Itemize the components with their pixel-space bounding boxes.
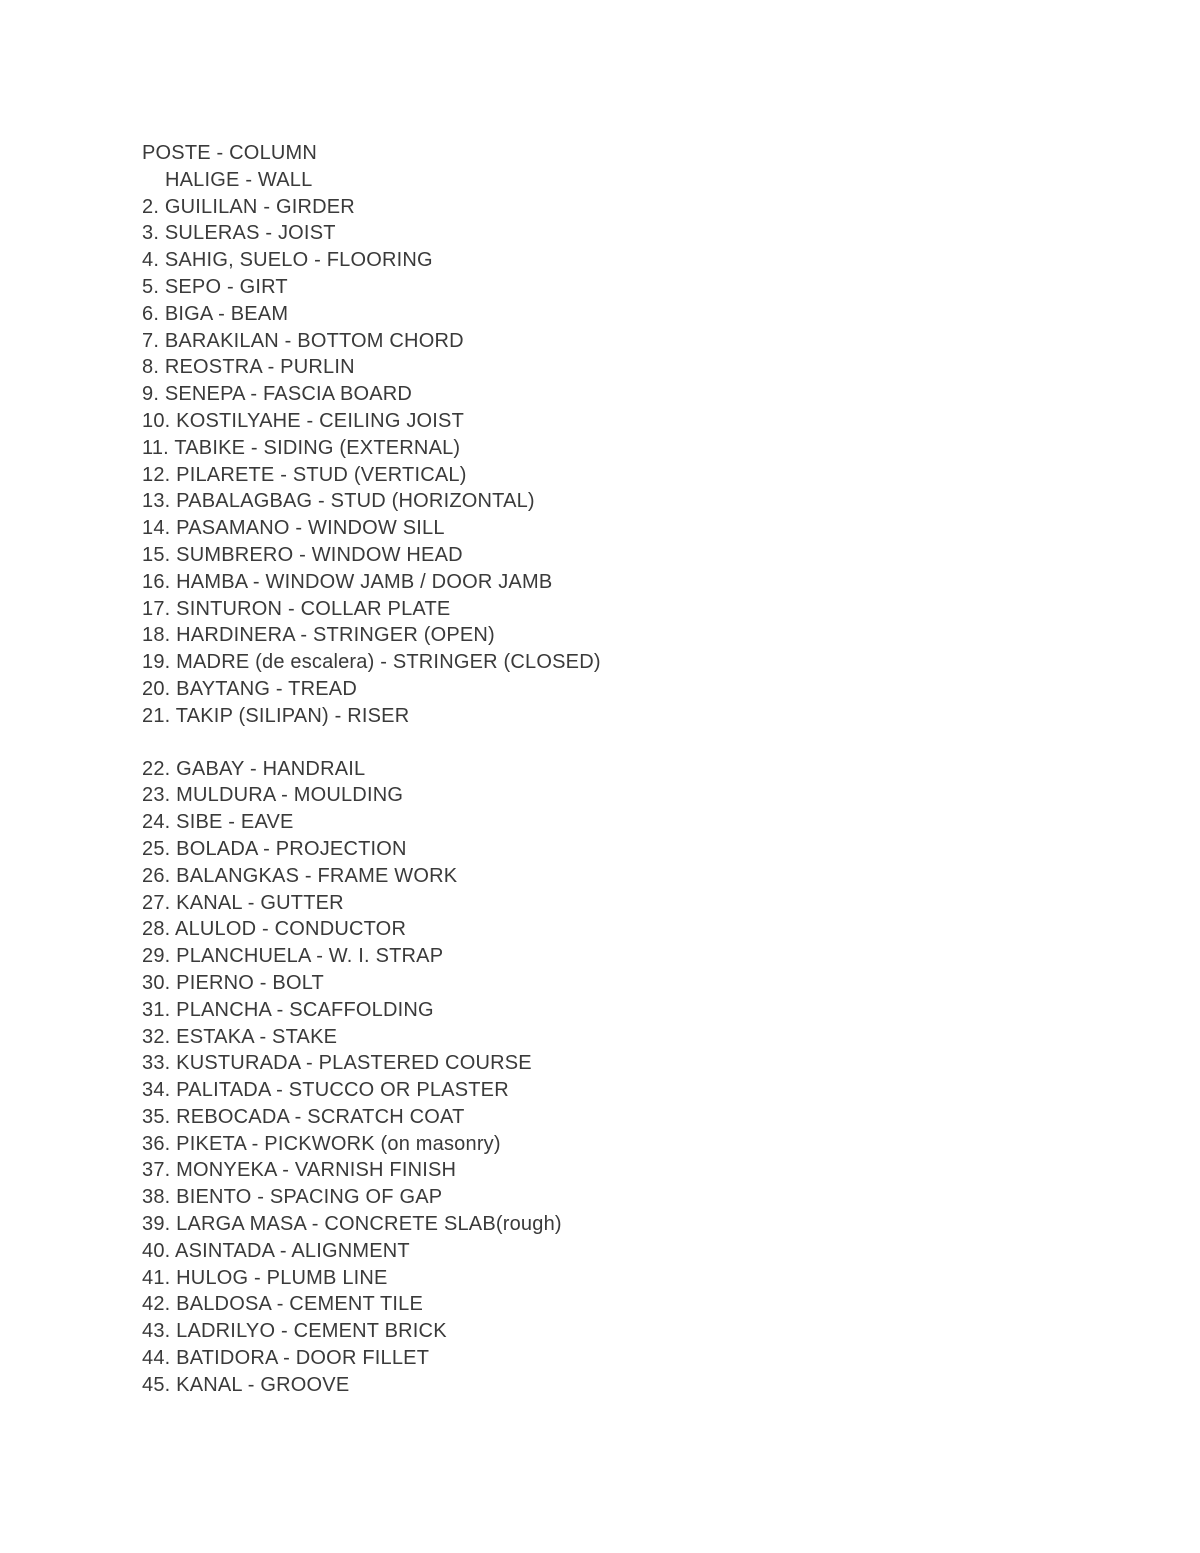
list-item: 26. BALANGKAS - FRAME WORK xyxy=(142,864,458,887)
list-item: 12. PILARETE - STUD (VERTICAL) xyxy=(142,463,467,486)
list-item: 25. BOLADA - PROJECTION xyxy=(142,837,407,860)
list-item: 45. KANAL - GROOVE xyxy=(142,1373,350,1396)
list-item: 22. GABAY - HANDRAIL xyxy=(142,757,366,780)
list-item: 21. TAKIP (SILIPAN) - RISER xyxy=(142,704,410,727)
list-item: 9. SENEPA - FASCIA BOARD xyxy=(142,383,413,406)
list-item: 38. BIENTO - SPACING OF GAP xyxy=(142,1186,443,1209)
list-item: 17. SINTURON - COLLAR PLATE xyxy=(142,597,451,620)
list-item: 2. GUILILAN - GIRDER xyxy=(142,195,355,218)
list-item: HALIGE - WALL xyxy=(165,168,313,191)
list-item: 43. LADRILYO - CEMENT BRICK xyxy=(142,1320,447,1343)
list-item: 19. MADRE (de escalera) - STRINGER (CLOSED) xyxy=(142,651,601,674)
list-item: 32. ESTAKA - STAKE xyxy=(142,1025,338,1048)
list-item: 39. LARGA MASA - CONCRETE SLAB(rough) xyxy=(142,1213,562,1236)
list-item: 36. PIKETA - PICKWORK (on masonry) xyxy=(142,1132,501,1155)
list-item: 7. BARAKILAN - BOTTOM CHORD xyxy=(142,329,464,352)
list-item: 29. PLANCHUELA - W. I. STRAP xyxy=(142,945,444,968)
list-item: 14. PASAMANO - WINDOW SILL xyxy=(142,517,445,540)
list-item: 23. MULDURA - MOULDING xyxy=(142,784,404,807)
list-item: 30. PIERNO - BOLT xyxy=(142,971,324,994)
list-item: 28. ALULOD - CONDUCTOR xyxy=(142,918,407,941)
list-item: 33. KUSTURADA - PLASTERED COURSE xyxy=(142,1052,532,1075)
list-item: 31. PLANCHA - SCAFFOLDING xyxy=(142,998,434,1021)
list-item: 44. BATIDORA - DOOR FILLET xyxy=(142,1347,430,1370)
list-item: 18. HARDINERA - STRINGER (OPEN) xyxy=(142,624,495,647)
list-item: 40. ASINTADA - ALIGNMENT xyxy=(142,1239,410,1262)
list-item: 24. SIBE - EAVE xyxy=(142,811,294,834)
list-item: 4. SAHIG, SUELO - FLOORING xyxy=(142,249,433,272)
list-item: 35. REBOCADA - SCRATCH COAT xyxy=(142,1105,465,1128)
list-item: 34. PALITADA - STUCCO OR PLASTER xyxy=(142,1079,509,1102)
list-item: 8. REOSTRA - PURLIN xyxy=(142,356,355,379)
list-item: 15. SUMBRERO - WINDOW HEAD xyxy=(142,543,463,566)
list-item: 11. TABIKE - SIDING (EXTERNAL) xyxy=(142,436,461,459)
list-item: 5. SEPO - GIRT xyxy=(142,275,288,298)
list-item: 16. HAMBA - WINDOW JAMB / DOOR JAMB xyxy=(142,570,553,593)
glossary-list xyxy=(142,140,601,1399)
list-item: 13. PABALAGBAG - STUD (HORIZONTAL) xyxy=(142,490,535,513)
list-item: 27. KANAL - GUTTER xyxy=(142,891,344,914)
list-item: 41. HULOG - PLUMB LINE xyxy=(142,1266,388,1289)
list-item: 6. BIGA - BEAM xyxy=(142,302,289,325)
list-item: 10. KOSTILYAHE - CEILING JOIST xyxy=(142,409,465,432)
list-item: 37. MONYEKA - VARNISH FINISH xyxy=(142,1159,457,1182)
list-item: 42. BALDOSA - CEMENT TILE xyxy=(142,1293,424,1316)
list-item: 3. SULERAS - JOIST xyxy=(142,222,336,245)
list-item: 20. BAYTANG - TREAD xyxy=(142,677,357,700)
list-item: POSTE - COLUMN xyxy=(142,142,318,164)
